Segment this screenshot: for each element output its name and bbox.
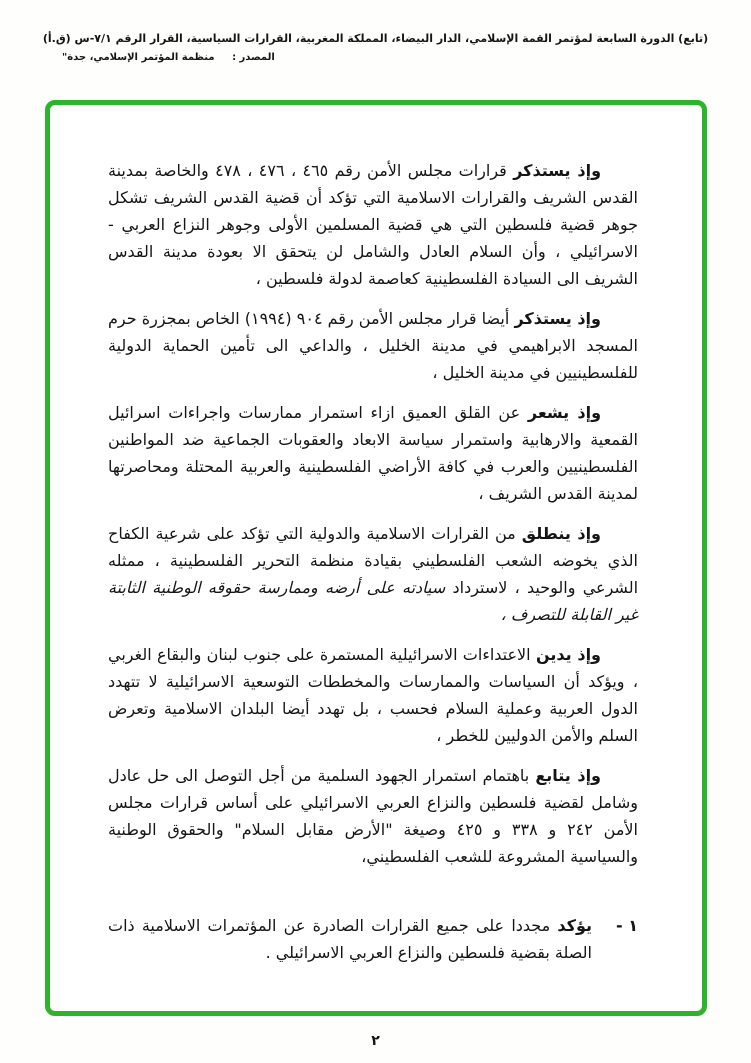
paragraph-text: قرارات مجلس الأمن رقم ٤٦٥ ، ٤٧٦ ، ٤٧٨ والخاصة بمدينة القدس الشريف والقرارات الاسلامية التي تؤكد أن قضية القدس الشريف تشكل جوهر قضية فلسطين التي هي قضية المسلمين الأولى وجوهر النزاع العربي - الاسرائيلي ، وأن السلام العادل والشامل لن يتحقق الا بعودة مدينة القدس الشريف الى السيادة الفلسطينية كعاصمة لدولة فلسطين ،	[108, 161, 638, 288]
paragraph-tail: سيادته على أرضه وممارسة حقوقه الوطنية الثابتة غير القابلة للتصرف ،	[108, 578, 638, 624]
paragraph-lead: وإذ يدين	[535, 645, 602, 664]
header-title: (تابع) الدورة السابعة لمؤتمر القمة الإسلامي، الدار البيضاء، المملكة المغربية، القرارات السياسية، القرار الرقم ٧/١-س (ق.أ)	[42, 32, 709, 45]
paragraph-lead: وإذ يشعر	[527, 403, 602, 422]
paragraph-text: من القرارات الاسلامية والدولية التي تؤكد على شرعية الكفاح الذي يخوضه الشعب الفلسطيني بقيادة منظمة التحرير الفلسطينية ، ممثله الشرعي والوحيد ، لاسترداد	[108, 524, 639, 597]
page-number: ٢	[371, 1033, 380, 1049]
item-text: مجددا على جميع القرارات الصادرة عن المؤتمرات الاسلامية ذات الصلة بقضية فلسطين والنزاع العربي الاسرائيلي .	[108, 916, 592, 962]
numbered-item-1	[108, 912, 638, 966]
paragraph-lead: وإذ يستذكر	[514, 309, 601, 328]
paragraph-text: الاعتداءات الاسرائيلية المستمرة على جنوب لبنان والبقاع الغربي ، ويؤكد أن السياسات والممارسات والمخططات التوسعية الاسرائيلية لا تتهدد الدول العربية وعملية السلام فحسب ، بل تهدد أيضا البلدان الاسلامية وتعرض السلم والأمن الدوليين للخطر ،	[108, 645, 638, 745]
paragraph-4	[108, 520, 638, 628]
paragraph-lead: وإذ يستذكر	[513, 161, 602, 180]
document-body	[50, 105, 702, 966]
paragraph-5	[108, 641, 638, 749]
document-header	[0, 30, 751, 63]
paragraph-6	[108, 762, 638, 870]
header-source-line	[0, 52, 751, 63]
paragraph-lead: وإذ يتابع	[535, 766, 602, 785]
green-border-frame	[45, 100, 707, 1016]
source-value: منظمة المؤتمر الإسلامي، جدة"	[62, 51, 215, 63]
paragraph-text: عن القلق العميق ازاء استمرار ممارسات واجراءات اسرائيل القمعية والارهابية واستمرار سياسة الابعاد والعقوبات الجماعية ضد المواطنين الفلسطينيين والعرب في كافة الأراضي الفلسطينية والعربية المحتلة ومحاصرتها لمدينة القدس الشريف ،	[108, 403, 638, 503]
item-lead: يؤكد	[557, 916, 592, 935]
paragraph-text: باهتمام استمرار الجهود السلمية من أجل التوصل الى حل عادل وشامل لقضية فلسطين والنزاع العربي الاسرائيلي على أساس قرارات مجلس الأمن ٢٤٢ و ٣٣٨ و ٤٢٥ وصيغة "الأرض مقابل السلام" والحقوق الوطنية والسياسية المشروعة للشعب الفلسطيني،	[108, 766, 639, 866]
paragraph-3	[108, 399, 638, 507]
paragraph-1	[108, 157, 638, 292]
paragraph-lead: وإذ ينطلق	[521, 524, 601, 543]
item-number: ١ -	[616, 916, 638, 935]
paragraph-2	[108, 305, 638, 386]
item-body	[108, 912, 592, 966]
source-label: المصدر :	[232, 51, 275, 63]
paragraph-text: أيضا قرار مجلس الأمن رقم ٩٠٤ (١٩٩٤) الخاص بمجزرة حرم المسجد الابراهيمي في مدينة الخليل ، والداعي الى تأمين الحماية الدولية للفلسطينيين في مدينة الخليل ،	[108, 309, 638, 382]
